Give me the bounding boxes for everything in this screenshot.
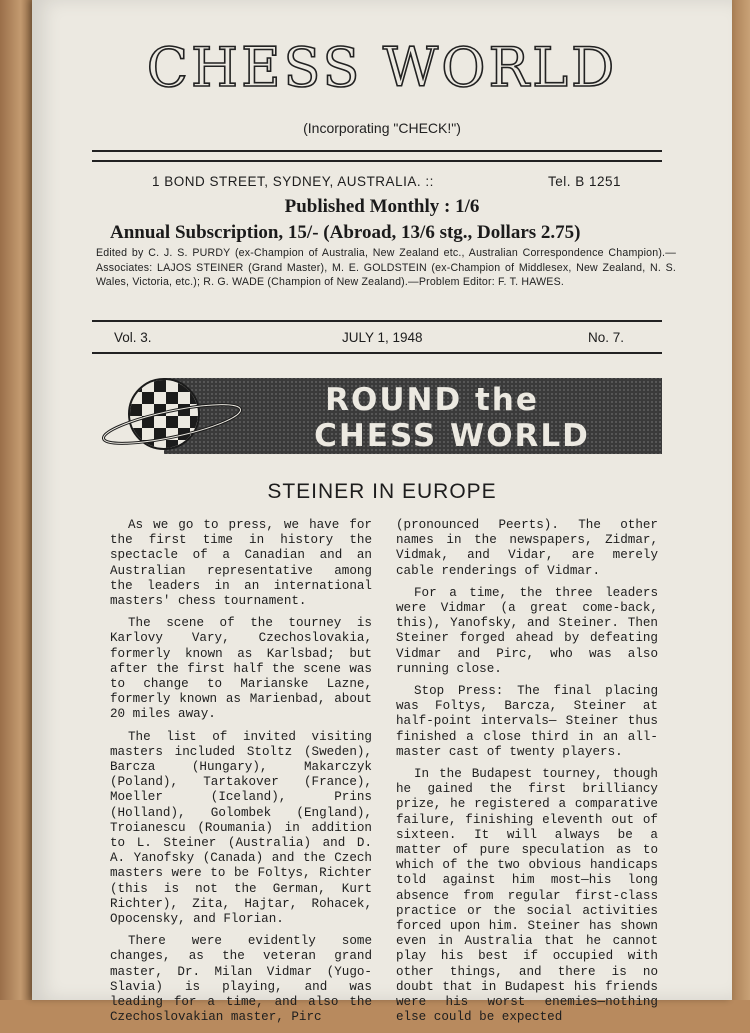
- telephone-text: Tel. B 1251: [548, 174, 622, 189]
- annual-subscription: Annual Subscription, 15/- (Abroad, 13/6 stg., Dollars 2.75): [110, 222, 581, 243]
- paragraph: The scene of the tourney is Karlovy Vary, Czechoslovakia, formerly known as Karlsbad; but after the first half the scene was to change to Marianske Lazne, formerly known as Marienbad, about 20 miles away.: [110, 616, 372, 722]
- banner-line1: ROUND the: [325, 382, 539, 418]
- address-text: 1 BOND STREET, SYDNEY, AUSTRALIA. ::: [152, 174, 434, 189]
- paragraph: In the Budapest tourney, though he gained the first brilliancy prize, he registered a comparative failure, finishing eleventh out of sixteen. It will always be a matter of pure speculation as to which of the two obvious handicaps told against him most—his long absence from regular first-class practice or the social activities forced upon him. Steiner has shown even in Australia that he cannot play his best if occupied with other things, and there is no doubt that in Budapest his friends were his worst enemies—nothing else could be expected: [396, 767, 658, 1025]
- issue-date: JULY 1, 1948: [342, 330, 423, 345]
- paragraph: For a time, the three leaders were Vidmar (a great come-back, this), Yanofsky, and Steiner. Then Steiner forged ahead by defeating Vidmar and Pirc, who was also running close.: [396, 585, 658, 676]
- paragraph: The list of invited visiting masters included Stoltz (Sweden), Barcza (Hungary), Makarczyk (Poland), Tartakover (France), Moeller (Iceland), Prins (Holland), Golombek (England), Troianescu (Roumania) in addition to L. Steiner (Australia) and D. A. Yanofsky (Canada) and the Czech masters were to be Foltys, Richter (this is not the German, Kurt Richter), Zita, Hajtar, Rohacek, Opocensky, and Florian.: [110, 729, 372, 927]
- issue-number: No. 7.: [588, 330, 625, 345]
- banner-line2: CHESS WORLD: [314, 418, 590, 454]
- incorporating-note: (Incorporating "CHECK!"): [303, 120, 461, 136]
- editors-credit: Edited by C. J. S. PURDY (ex-Champion of Australia, New Zealand etc., Australian Correspondence Champion).—Associates: LAJOS STEINER (Grand Master), M. E. GOLDSTEIN (ex-Champion of Middlesex, New Zealand, N. S. Wales, Victoria, etc.); R. G. WADE (Champion of New Zealand).—Problem Editor: F. T. HAWES.: [96, 247, 676, 288]
- article-title: STEINER IN EUROPE: [267, 480, 497, 503]
- article-column-left: [110, 518, 372, 1033]
- paragraph: There were evidently some changes, as the veteran grand master, Dr. Milan Vidmar (Yugo-Slavia) is playing, and was leading for a time, and also the Czechoslovakian master, Pirc: [110, 934, 372, 1025]
- published-monthly: Published Monthly : 1/6: [284, 196, 480, 217]
- divider-rule: [92, 150, 662, 152]
- divider-rule: [92, 160, 662, 162]
- address-line: [152, 174, 672, 189]
- issue-top-rule: [92, 320, 662, 322]
- magazine-page: [32, 0, 732, 1025]
- round-the-chess-world-banner: [102, 376, 662, 456]
- wooden-surface-left: [0, 0, 34, 1000]
- wooden-surface-right: [730, 0, 750, 1000]
- paragraph: As we go to press, we have for the first time in history the spectacle of a Canadian and an Australian representative among the leaders in an international masters' chess tournament.: [110, 518, 372, 609]
- paragraph: (pronounced Peerts). The other names in the newspapers, Zidmar, Vidmak, and Vidar, are merely cable renderings of Vidmar.: [396, 518, 658, 578]
- paragraph: Stop Press: The final placing was Foltys, Barcza, Steiner at half-point intervals— Steiner thus finished a close third in an all-master cast of twenty players.: [396, 684, 658, 759]
- issue-bottom-rule: [92, 352, 662, 354]
- article-column-right: [396, 518, 658, 1033]
- masthead-title: CHESS WORLD: [146, 36, 618, 99]
- volume-number: Vol. 3.: [114, 330, 152, 345]
